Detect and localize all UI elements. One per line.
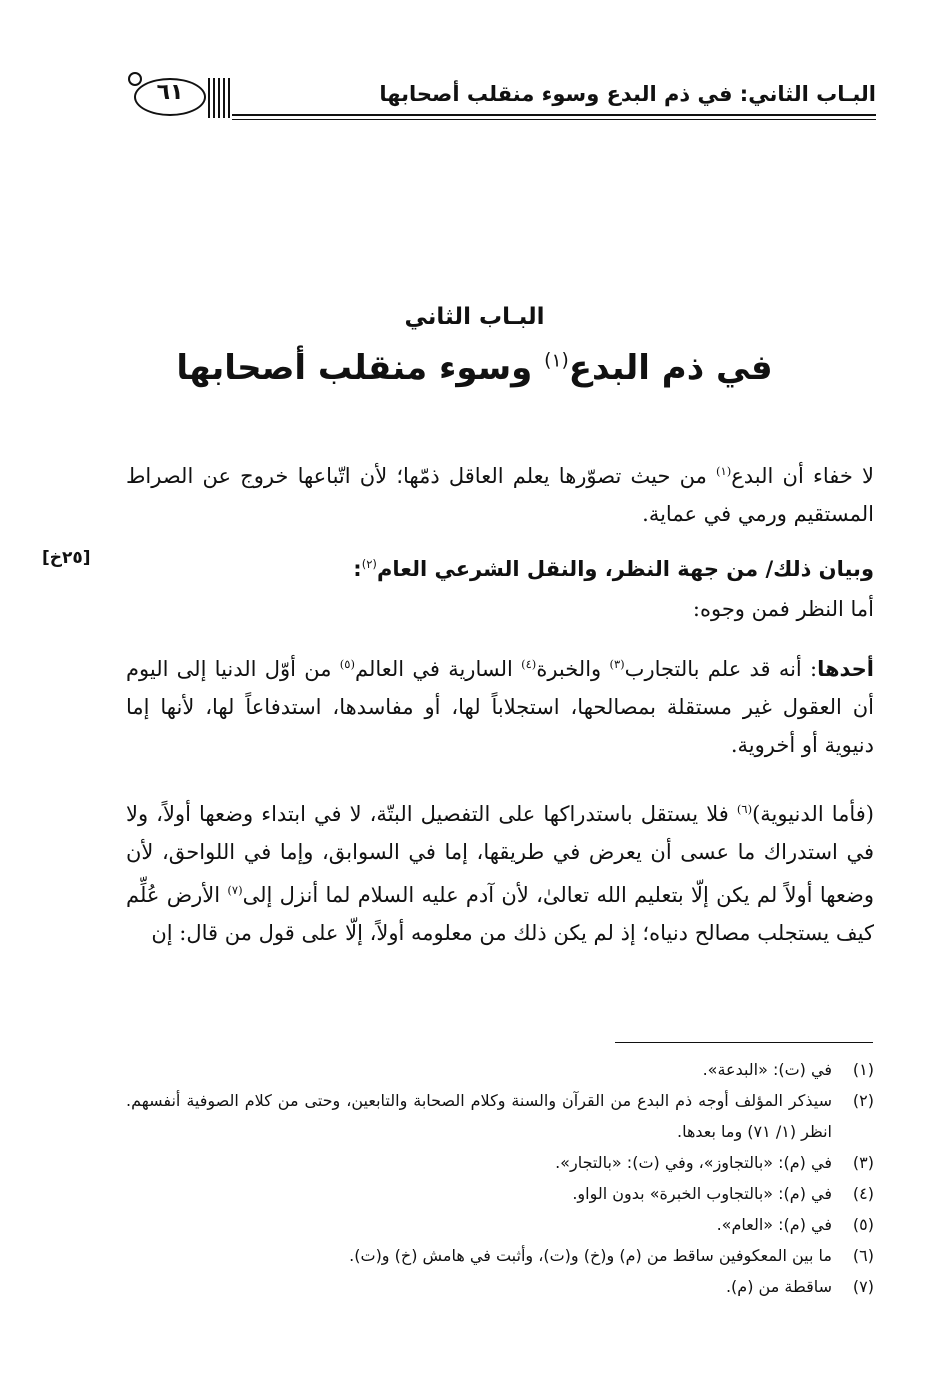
footnote-number: (٤)	[852, 1184, 874, 1203]
footnote-number: (٢)	[852, 1091, 874, 1110]
paragraph-text: من حيث تصوّرها يعلم العاقل ذمّها؛ لأن اتّباعها خروج عن الصراط المستقيم ورمي في عماية.	[126, 464, 874, 526]
page-number: ٦١	[156, 80, 184, 105]
footnote-item	[126, 1085, 874, 1147]
footnote-text: ما بين المعكوفين ساقط من (م) و(خ) و(ت)، وأثبت في هامش (خ) و(ت).	[349, 1246, 832, 1265]
footnote-number: (٦)	[852, 1246, 874, 1265]
footnote-text: سيذكر المؤلف أوجه ذم البدع من القرآن والسنة وكلام الصحابة والتابعين، وحتى من كلام الصوفية أنفسهم. انظر (١/ ٧١) وما بعدها.	[126, 1091, 832, 1141]
footnotes	[126, 1054, 874, 1302]
footnote-ref: (١)	[716, 464, 732, 478]
footnote-ref: (٢)	[361, 557, 377, 571]
footnote-text: في (ت): «البدعة».	[702, 1060, 832, 1079]
paragraph-text: لا خفاء أن البدع	[731, 464, 874, 488]
footnote-ref: (٤)	[521, 657, 537, 671]
header-rule	[232, 114, 876, 116]
paragraph-4	[126, 645, 874, 764]
running-title: البـاب الثاني: في ذم البدع وسوء منقلب أصحابها	[379, 82, 876, 106]
footnote-item	[126, 1240, 874, 1271]
footnote-number: (٣)	[852, 1153, 874, 1172]
footnote-ref: (٦)	[736, 802, 753, 816]
paragraph-text: الأرض عُلِّم كيف يستجلب مصالح دنياه؛ إذ لم يكن ذلك من معلومه أولاً، إلّا على قول من قال: إن	[126, 883, 874, 945]
header-rule-thin	[232, 119, 876, 120]
footnote-text: ساقطة من (م).	[725, 1277, 832, 1296]
chapter-title-part1: في ذم البدع	[568, 348, 773, 388]
manuscript-margin-note: [٢٥خ]	[42, 548, 91, 568]
footnote-item	[126, 1147, 874, 1178]
paragraph-text: : أنه قد علم بالتجارب	[624, 657, 818, 681]
footnote-ref: (٧)	[227, 883, 243, 897]
ornament-bars-icon	[208, 78, 230, 118]
paragraph-text: (فأما الدنيوية)	[752, 802, 874, 826]
footnote-number: (١)	[852, 1060, 874, 1079]
chapter-label: البـاب الثاني	[404, 304, 545, 330]
running-header	[128, 62, 876, 122]
paragraph-text: :	[353, 557, 362, 581]
chapter-title	[0, 348, 949, 388]
paragraph-3	[126, 590, 874, 628]
footnote-divider	[615, 1042, 873, 1043]
paragraph-text: السارية في العالم	[355, 657, 522, 681]
footnote-item	[126, 1178, 874, 1209]
paragraph-text: أما النظر فمن وجوه:	[692, 597, 874, 621]
footnote-ref: (٥)	[339, 657, 355, 671]
footnote-number: (٧)	[852, 1277, 874, 1296]
footnote-text: في (م): «العام».	[716, 1215, 832, 1234]
paragraph-text: فلا يستقل باستدراكها على التفصيل البتّة، لا في ابتداء وضعها أولاً، ولا في استدراك ما عسى أن يعرض في طريقها، إما في السوابق، وإما في اللواحق، لأن وضعها أولاً لم يكن إلّا بتعليم الله تعالىٰ، لأن آدم عليه السلام لما أنزل إلى	[126, 802, 875, 907]
paragraph-text: من أوّل الدنيا إلى اليوم أن العقول غير مستقلة بمصالحها، استجلاباً لها، أو مفاسدها، استدفاعاً لها، لأنها إما دنيوية أو أخروية.	[126, 657, 874, 757]
footnote-ref: (٣)	[609, 657, 625, 671]
footnote-ref: (١)	[544, 350, 569, 372]
footnote-item	[126, 1209, 874, 1240]
paragraph-text: والخبرة	[536, 657, 610, 681]
footnote-item	[126, 1271, 874, 1302]
paragraph-1	[126, 452, 874, 533]
footnote-item	[126, 1054, 874, 1085]
footnote-number: (٥)	[852, 1215, 874, 1234]
paragraph-2	[126, 545, 874, 588]
paragraph-5	[126, 790, 874, 952]
footnote-text: في (م): «بالتجاوز»، وفي (ت): «بالتجار».	[555, 1153, 832, 1172]
chapter-title-part2: وسوء منقلب أصحابها	[176, 348, 545, 388]
paragraph-lead: أحدها	[817, 657, 875, 681]
page-number-ornament	[128, 72, 232, 116]
paragraph-text: وبيان ذلك/ من جهة النظر، والنقل الشرعي العام	[376, 557, 874, 581]
footnote-text: في (م): «بالتجاوب الخبرة» بدون الواو.	[572, 1184, 832, 1203]
